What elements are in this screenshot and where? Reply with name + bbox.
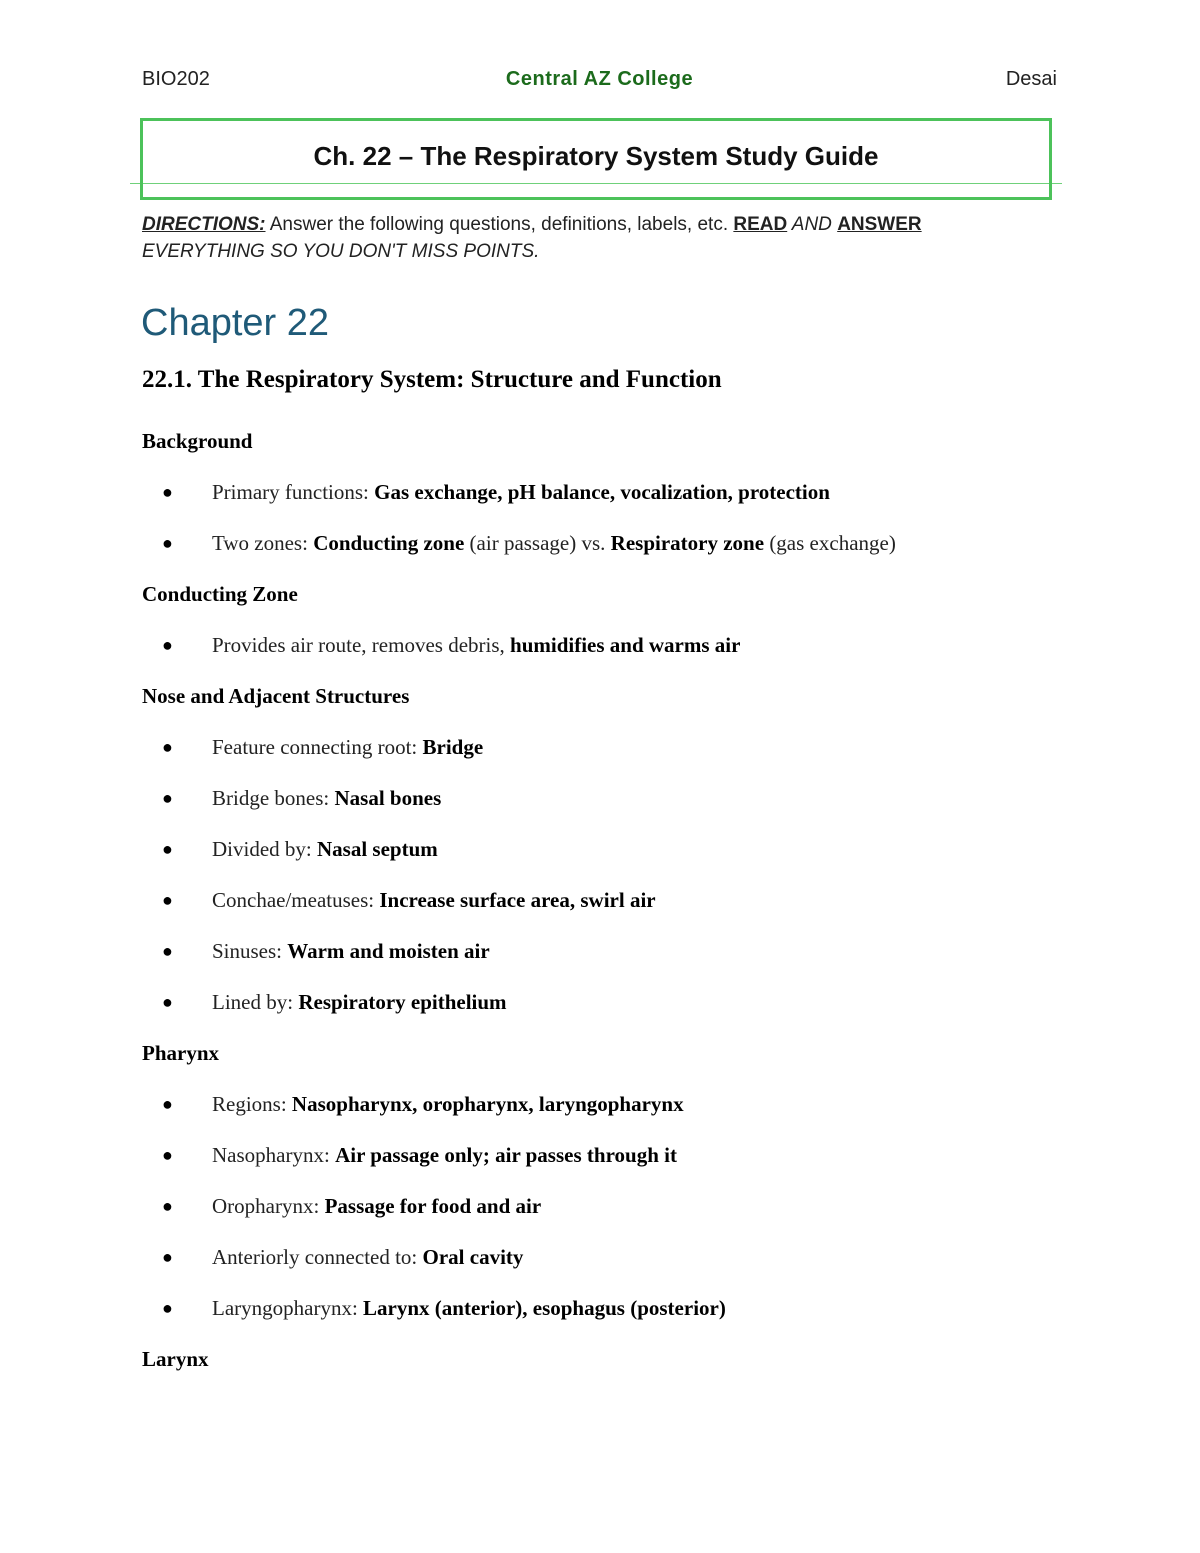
subheading-nose: Nose and Adjacent Structures xyxy=(142,684,410,708)
document-title: Ch. 22 – The Respiratory System Study Guide xyxy=(313,141,879,171)
directions-answer: ANSWER xyxy=(837,214,922,235)
section-title: 22.1. The Respiratory System: Structure and Function xyxy=(142,366,722,393)
bullet-icon: ● xyxy=(162,788,173,808)
list-item: ● Divided by: Nasal septum xyxy=(142,833,1072,884)
bullet-icon: ● xyxy=(162,890,173,910)
directions-and: AND xyxy=(787,214,838,235)
list-item: ● Oropharynx: Passage for food and air xyxy=(142,1190,1072,1241)
bullet-icon: ● xyxy=(162,533,173,553)
course-code: BIO202 xyxy=(142,68,210,90)
subheading-pharynx: Pharynx xyxy=(142,1041,220,1065)
page-header xyxy=(142,68,1057,96)
directions xyxy=(142,211,1042,265)
list-item: ● Feature connecting root: Bridge xyxy=(142,731,1072,782)
bullet-icon: ● xyxy=(162,839,173,859)
bullet-icon: ● xyxy=(162,1094,173,1114)
list-item: ● Lined by: Respiratory epithelium xyxy=(142,986,1072,1037)
directions-line2: EVERYTHING SO YOU DON'T MISS POINTS. xyxy=(142,241,540,262)
list-item: ● Conchae/meatuses: Increase surface area, swirl air xyxy=(142,884,1072,935)
bullet-icon: ● xyxy=(162,1298,173,1318)
directions-label: DIRECTIONS: xyxy=(142,214,266,235)
bullet-icon: ● xyxy=(162,1145,173,1165)
bullet-icon: ● xyxy=(162,941,173,961)
list-item: ● Sinuses: Warm and moisten air xyxy=(142,935,1072,986)
bullet-icon: ● xyxy=(162,1247,173,1267)
subheading-conducting-zone: Conducting Zone xyxy=(142,582,298,606)
study-content xyxy=(142,425,1072,1394)
list-item: ● Regions: Nasopharynx, oropharynx, laryngopharynx xyxy=(142,1088,1072,1139)
subheading-background: Background xyxy=(142,429,253,453)
list-item: ● Primary functions: Gas exchange, pH balance, vocalization, protection xyxy=(142,476,1072,527)
bullet-icon: ● xyxy=(162,992,173,1012)
list-item: ● Provides air route, removes debris, humidifies and warms air xyxy=(142,629,1072,680)
instructor-name: Desai xyxy=(1005,68,1057,90)
list-item: ● Bridge bones: Nasal bones xyxy=(142,782,1072,833)
directions-read: READ xyxy=(733,214,788,235)
bullet-icon: ● xyxy=(162,737,173,757)
school-name: Central AZ College xyxy=(505,68,694,90)
list-item: ● Anteriorly connected to: Oral cavity xyxy=(142,1241,1072,1292)
chapter-heading: Chapter 22 xyxy=(141,302,330,344)
bullet-icon: ● xyxy=(162,635,173,655)
list-item: ● Laryngopharynx: Larynx (anterior), esophagus (posterior) xyxy=(142,1292,1072,1343)
directions-text: Answer the following questions, definitions, labels, etc. xyxy=(265,214,734,235)
bullet-icon: ● xyxy=(162,1196,173,1216)
bullet-icon: ● xyxy=(162,482,173,502)
subheading-larynx: Larynx xyxy=(142,1347,209,1371)
title-box xyxy=(140,118,1052,200)
list-item: ● Two zones: Conducting zone (air passage) vs. Respiratory zone (gas exchange) xyxy=(142,527,1072,578)
list-item: ● Nasopharynx: Air passage only; air passes through it xyxy=(142,1139,1072,1190)
